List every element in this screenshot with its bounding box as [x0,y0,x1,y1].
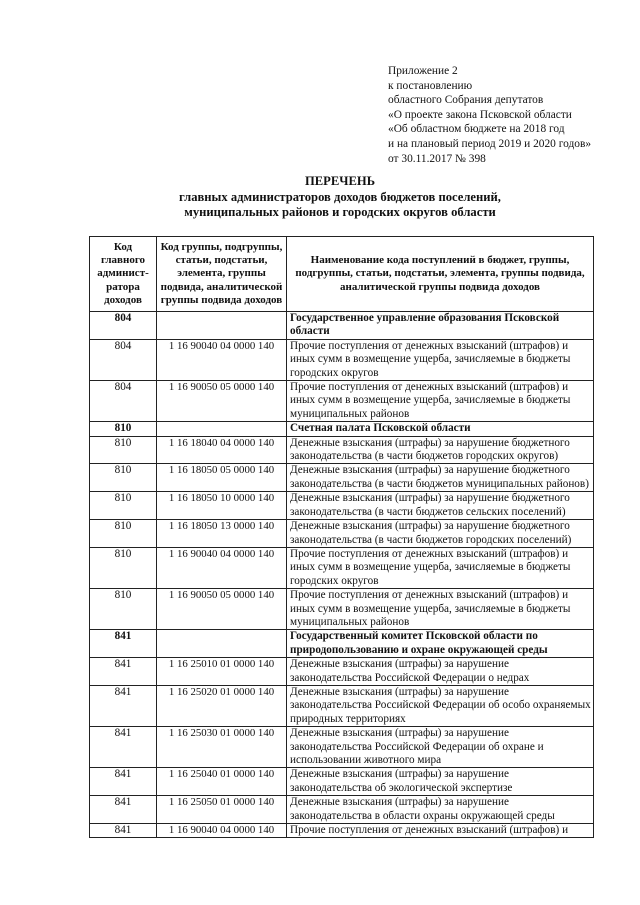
revenue-name-cell: Денежные взыскания (штрафы) за нарушение бюджетного законодательства (в части бюджетов муниципальных районов) [287,464,594,492]
admin-code-cell: 841 [90,796,157,824]
revenue-code-cell [157,312,287,340]
admin-code-cell: 841 [90,685,157,726]
appendix-line: «Об областном бюджете на 2018 год [388,123,565,136]
revenue-code-cell: 1 16 25010 01 0000 140 [157,658,287,686]
revenue-name-cell: Денежные взыскания (штрафы) за нарушение законодательства в области охраны окружающей среды [287,796,594,824]
revenue-name-cell: Счетная палата Псковской области [287,422,594,436]
table-row [90,768,594,796]
appendix-line: областного Собрания депутатов [388,94,544,107]
revenue-name-cell: Прочие поступления от денежных взысканий (штрафов) и [287,824,594,838]
title-line-2: муниципальных районов и городских округов области [184,205,496,219]
admin-code-cell: 841 [90,727,157,768]
revenue-name-cell: Прочие поступления от денежных взысканий (штрафов) и иных сумм в возмещение ущерба, зачисляемые в бюджеты городских округов [287,339,594,380]
appendix-line: и на плановый период 2019 и 2020 годов» [388,137,592,150]
revenue-name-cell: Прочие поступления от денежных взысканий (штрафов) и иных сумм в возмещение ущерба, зачисляемые в бюджеты муниципальных районов [287,381,594,422]
revenue-administrators-table [89,236,594,838]
title-main: ПЕРЕЧЕНЬ [304,174,376,188]
table-row [90,547,594,588]
revenue-name-cell: Государственный комитет Псковской области по природопользованию и охране окружающей среды [287,630,594,658]
title-line-1: главных администраторов доходов бюджетов поселений, [179,189,501,204]
admin-code-cell: 841 [90,630,157,658]
admin-code-cell: 804 [90,381,157,422]
admin-code-cell: 841 [90,824,157,838]
table-row [90,422,594,436]
appendix-line: от 30.11.2017 № 398 [388,152,486,165]
revenue-name-cell: Денежные взыскания (штрафы) за нарушение законодательства Российской Федерации о недрах [287,658,594,686]
revenue-name-cell: Государственное управление образования Псковской области [287,312,594,340]
admin-code-cell: 841 [90,768,157,796]
appendix-block [388,64,591,166]
table-row [90,658,594,686]
revenue-name-cell: Денежные взыскания (штрафы) за нарушение законодательства Российской Федерации об особо охраняемых природных территориях [287,685,594,726]
table-body [90,312,594,838]
revenue-name-cell: Денежные взыскания (штрафы) за нарушение бюджетного законодательства (в части бюджетов сельских поселений) [287,492,594,520]
table-row [90,796,594,824]
admin-code-cell: 810 [90,464,157,492]
header-revenue-code: Код группы, подгруппы, статьи, подстатьи, элемента, группы подвида, аналитической группы подвида доходов [157,237,287,312]
table-row [90,339,594,380]
appendix-line: «О проекте закона Псковской области [388,108,572,121]
revenue-code-cell: 1 16 90040 04 0000 140 [157,824,287,838]
table-row [90,685,594,726]
revenue-name-cell: Денежные взыскания (штрафы) за нарушение бюджетного законодательства (в части бюджетов городских поселений) [287,520,594,548]
revenue-code-cell: 1 16 18040 04 0000 140 [157,436,287,464]
table-row [90,630,594,658]
table-row [90,824,594,838]
revenue-name-cell: Денежные взыскания (штрафы) за нарушение бюджетного законодательства (в части бюджетов городских округов) [287,436,594,464]
revenue-code-cell: 1 16 18050 13 0000 140 [157,520,287,548]
revenue-code-cell: 1 16 90050 05 0000 140 [157,589,287,630]
admin-code-cell: 810 [90,422,157,436]
revenue-code-cell: 1 16 25030 01 0000 140 [157,727,287,768]
revenue-code-cell: 1 16 25020 01 0000 140 [157,685,287,726]
revenue-code-cell: 1 16 18050 05 0000 140 [157,464,287,492]
table-row [90,520,594,548]
admin-code-cell: 810 [90,492,157,520]
header-revenue-name: Наименование кода поступлений в бюджет, группы, подгруппы, статьи, подстатьи, элемента, группы подвида, аналитической группы подвида доходов [287,237,594,312]
revenue-code-cell: 1 16 18050 10 0000 140 [157,492,287,520]
document-title [90,174,590,221]
admin-code-cell: 804 [90,339,157,380]
revenue-name-cell: Денежные взыскания (штрафы) за нарушение законодательства об экологической экспертизе [287,768,594,796]
revenue-name-cell: Прочие поступления от денежных взысканий (штрафов) и иных сумм в возмещение ущерба, зачисляемые в бюджеты муниципальных районов [287,589,594,630]
admin-code-cell: 841 [90,658,157,686]
table-row [90,381,594,422]
admin-code-cell: 810 [90,547,157,588]
revenue-code-cell [157,630,287,658]
table-row [90,727,594,768]
table-row [90,464,594,492]
header-admin-code: Код главного админист-ратора доходов [90,237,157,312]
table-row [90,589,594,630]
table-row [90,312,594,340]
admin-code-cell: 810 [90,589,157,630]
revenue-name-cell: Прочие поступления от денежных взысканий (штрафов) и иных сумм в возмещение ущерба, зачисляемые в бюджеты городских округов [287,547,594,588]
revenue-code-cell: 1 16 25040 01 0000 140 [157,768,287,796]
table-row [90,436,594,464]
revenue-code-cell: 1 16 25050 01 0000 140 [157,796,287,824]
appendix-line: к постановлению [388,79,473,92]
revenue-code-cell: 1 16 90040 04 0000 140 [157,339,287,380]
revenue-name-cell: Денежные взыскания (штрафы) за нарушение законодательства Российской Федерации об охране и использовании животного мира [287,727,594,768]
admin-code-cell: 810 [90,520,157,548]
admin-code-cell: 810 [90,436,157,464]
table-row [90,492,594,520]
revenue-code-cell: 1 16 90040 04 0000 140 [157,547,287,588]
revenue-code-cell [157,422,287,436]
admin-code-cell: 804 [90,312,157,340]
appendix-line: Приложение 2 [388,65,458,77]
table-header-row [90,237,594,312]
revenue-code-cell: 1 16 90050 05 0000 140 [157,381,287,422]
